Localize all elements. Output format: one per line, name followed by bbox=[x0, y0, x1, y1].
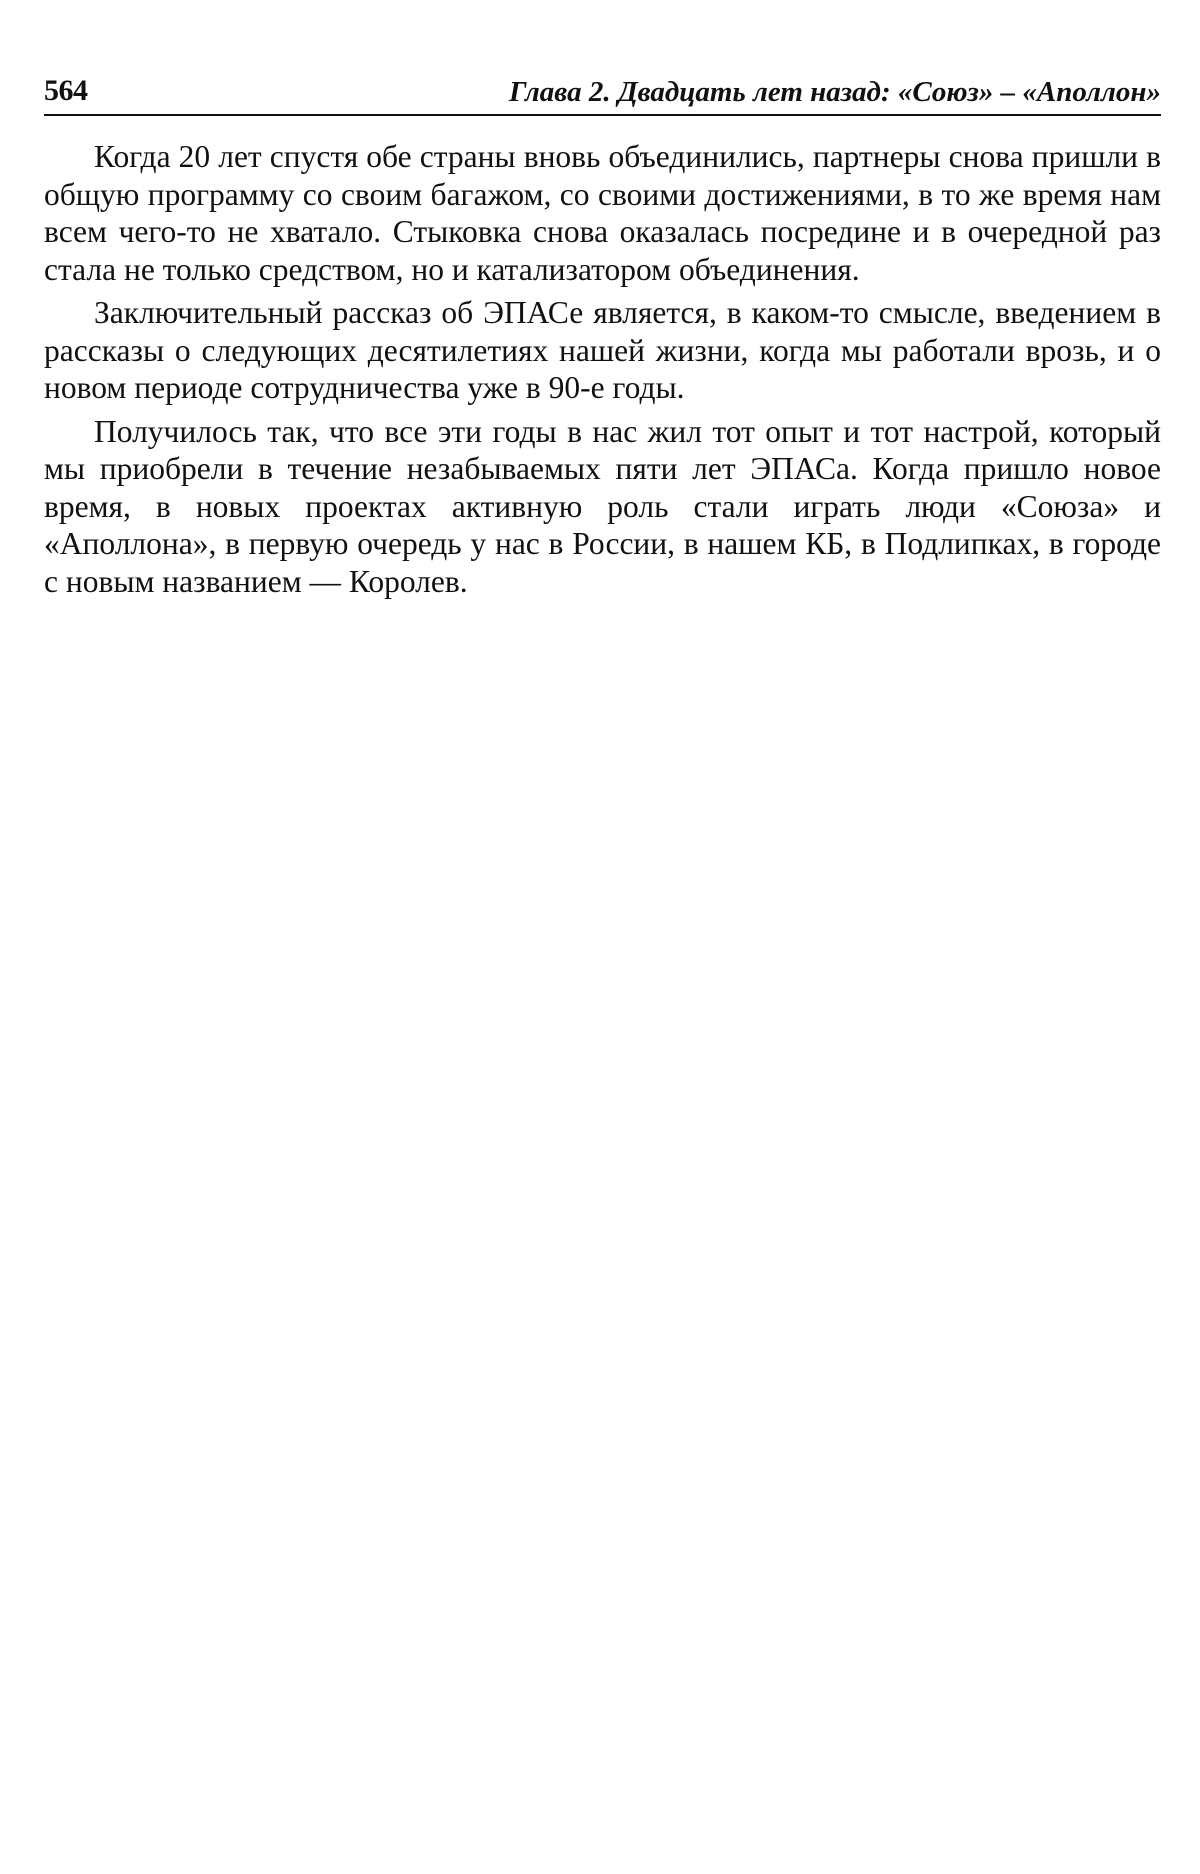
paragraph: Заключительный рассказ об ЭПАСе является, в каком-то смысле, введением в рассказы о следующих десятилетиях нашей жизни, когда мы работали врозь, и о новом периоде сотрудничества уже в 90-е годы. bbox=[44, 295, 1161, 405]
paragraph: Получилось так, что все эти годы в нас жил тот опыт и тот настрой, который мы приобрели в течение незабываемых пяти лет ЭПАСа. Когда пришло новое время, в новых проектах активную роль стали играть люди «Союза» и «Аполлона», в первую очередь у нас в России, в нашем КБ, в Подлипках, в городе с новым названием — Королев. bbox=[44, 413, 1161, 599]
book-page bbox=[44, 70, 1161, 606]
chapter-title: Глава 2. Двадцать лет назад: «Союз» – «Аполлон» bbox=[508, 76, 1161, 108]
running-header bbox=[44, 70, 1161, 116]
paragraph: Когда 20 лет спустя обе страны вновь объединились, партнеры снова пришли в общую программу со своим багажом, со своими достижениями, в то же время нам всем чего-то не хватало. Стыковка снова оказалась посредине и в очередной раз стала не только средством, но и катализатором объединения. bbox=[44, 139, 1161, 287]
body-text bbox=[44, 138, 1161, 600]
page-number: 564 bbox=[44, 74, 88, 107]
